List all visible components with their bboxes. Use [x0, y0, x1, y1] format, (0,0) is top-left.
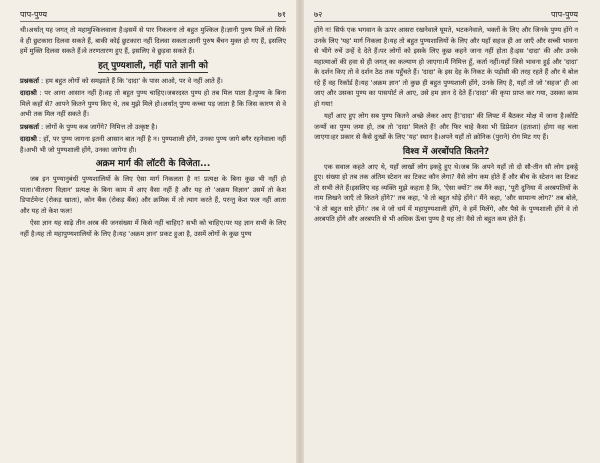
section-heading-2 [20, 159, 286, 170]
paragraph: एक सवाल कहते आए थे, यहाँ लाखों लोग इकट्ठे हुए थे।जब कि अपने यहाँ तो दो सौ-तीन सौ लोग इकट्ठे हुए। संख्या हो तब तक अंतिम स्टेशन का टिकट कौन लेगा? वैसे लोग कम होते हैं और बीच के स्टेशन का टिकट तो सभी लेते हैं।इसलिए वह व्यक्ति मुझे कहता है कि, 'ऐसा क्यों?' तब मैंने कहा, 'पूरी दुनिया में अरबपतियों के नाम लिखने जाएँ तो कितने होंगे?' तब कहा, 'वे तो बहुत थोड़े होंगे।' मैंने कहा, 'और सामान्य लोग?' तब बोले, 'वे तो बहुत सारे होंगे।' तब वे जो धर्म में महापुण्यशाली होंगे, वे हमें मिलेंगे, और पैसे के पुण्यशाली होंगे वे तो अरबपति होंगे और अरबपति से भी अधिक ऊँचा पुण्य है यह तो! वैसे तो बहुत कम होते हैं। [314, 162, 578, 223]
section-heading-3 [314, 147, 578, 158]
dialogue-text: : हाँ, पर पुण्य जागना इतनी आसान बात नहीं है न। पुण्यशाली होंगे, उनका पुण्य जागे बगैर रहनेवाला नहीं है।अभी भी जो पुण्यशाली होंगे, उनका जागेगा ही। [20, 135, 286, 154]
dialogue-text: : हम बहुत लोगों को समझाते हैं कि 'दादा' के पास आओ, पर वे नहीं आते हैं। [38, 76, 223, 85]
section-heading-1-text: हत् पुण्यशाली, नहीं पाते ज्ञानी को [98, 60, 208, 71]
dialogue-text: : लोगों के पुण्य कब जागेंगे? निमित्त तो उत्कृष्ट है। [38, 122, 158, 131]
right-header-title: पाप-पुण्य [550, 10, 578, 19]
speaker-label: प्रश्नकर्ता [20, 76, 39, 85]
speaker-label: प्रश्नकर्ता [20, 122, 39, 131]
paragraph: ऐसा ज्ञान यह साढ़े तीन अरब की जनसंख्या में किसे नहीं चाहिए? सभी को चाहिए।पर यह ज्ञान सभी के लिए नहीं है।यह तो महापुण्यशालियों के लिए है।यह 'अक्रम ज्ञान' प्रकट हुआ है, उसमें लोगों के कुछ पुण्य [20, 219, 286, 238]
speaker-label: दादाश्री [20, 89, 37, 97]
left-header-title: पाप-पुण्य [20, 10, 48, 19]
section-heading-1 [20, 61, 286, 72]
right-page-number: ७२ [314, 10, 323, 19]
book-gutter [296, 0, 304, 463]
section-heading-3-text: विश्व में अरबोंपति कितने? [402, 146, 490, 157]
paragraph: थी।अर्थात् यह जगत् तो महामुश्किलवाला है।इसमें से पार निकलना तो बहुत मुश्किल है।ज्ञानी पुरुष मिलें तो सिर्फ वे ही छुटकारा दिलवा सकते हैं, बाकी कोई छुटकारा नहीं दिलवा सकता।ज्ञानी पुरुष बैंचन मुक्त हो गए हैं, इसलिए हमें मुक्ति दिलवा सकते हैं।वे तरणतारण हुए हैं, इसलिए वे छुड़वा सकते हैं। [20, 26, 286, 55]
left-page-body [20, 25, 286, 239]
right-page-body [314, 25, 578, 225]
speaker-label: दादाश्री [20, 135, 37, 143]
paragraph: जब इन पुण्यानुबंधी पुण्यशालियों के लिए ऐसा मार्ग निकलता है न! प्रत्यक्ष के बिना कुछ भी नहीं हो पाता।'वीतराग विज्ञान' प्रत्यक्ष के बिना काम में आए वैसा नहीं है और यह तो 'अक्रम विज्ञान' उसमें तो केश डिपार्टमेन्ट (रोकड़ खाता), कोन बैंक (रोकड़ बैंक) और क्रमिक में तो त्याग करते हैं, परन्तु केश फल नहीं आता और यह तो केश फल! [20, 175, 286, 215]
dialogue-line [20, 122, 286, 133]
paragraph: होंगे न! सिर्फ एक भगवान के ऊपर आसरा रखनेवाले घूमते, भटकनेवाले, भक्तों के लिए और जिनके पुण्य होंगे न उनके लिए 'यह' मार्ग निकला है।यह तो बहुत पुण्यशालियों के लिए और यहाँ सहज ही आ जाएँ और सच्ची भावना से भीगे रुचें उन्हें दे देते हैं।पर लोगों को इसके लिए कुछ कहने जाना नहीं होता है।इस 'दादा' की और उनके महात्माओं की हवा से ही जगत् का कल्याण हो जाएगा।मैं निमित्त हूँ, कर्ता नहीं।यहाँ जिसे भावना हुई और 'दादा' के दर्शन किए तो वे दर्शन ठेठ तक पहुँचते हैं। 'दादा' के इस देह के निकट के पड़ोसी की तरह रहते हैं और ये बोल रहे हैं वह रिकॉर्ड है।यह 'अक्रम ज्ञान' तो कुछ ही बहुत पुण्यशाली होंगे, उनके लिए है, यहाँ तो जो 'सहज' ही आ जाए और उसका पुण्य का पासपोर्ट ले आए, उसे हम ज्ञान दे देते हैं।'दादा' की कृपा प्राप्त कर गया, उसका काम हो गया! [314, 26, 578, 108]
left-page [0, 0, 296, 463]
dialogue-line [20, 134, 286, 155]
section-heading-2-text: अक्रम मार्ग की लॉटरी के विजेता... [95, 159, 211, 169]
dialogue-line [20, 76, 286, 87]
right-page [304, 0, 600, 463]
right-page-header [314, 8, 578, 22]
left-page-header [20, 8, 286, 22]
paragraph: यहाँ आए हुए लोग सब पुण्य कितने अच्छे लेकर आए हैं!'दादा' की लिफ्ट में बैठकर मोक्ष में जाना है।कोटि जन्मों का पुण्य जमा हो, तब तो 'दादा' मिलते हैं! और फिर चाहे कैसा भी डिप्रेशन (हताशा) होगा वह चला जाएगा।हर प्रकार से कैसे दुःखों के लिए 'यह' स्थान है।अपने यहाँ तो क्रोनिक (पुराने) रोग मिट गए हैं। [314, 112, 578, 141]
left-page-number: ७१ [277, 10, 286, 19]
dialogue-text: : पर आना आसान नहीं है।वह तो बहुत पुण्य चाहिए।जबरदस्त पुण्य हो तब मिल पाता है।पुण्य के बिना मिले कहाँ से? आपने कितने पुण्य किए थे, तब मुझे मिले हो।अर्थात् पुण्य कच्चा पड़ जाता है कि जिस कारण से वे अभी तक मिल नहीं सकते हैं। [20, 89, 286, 118]
dialogue-line [20, 88, 286, 120]
